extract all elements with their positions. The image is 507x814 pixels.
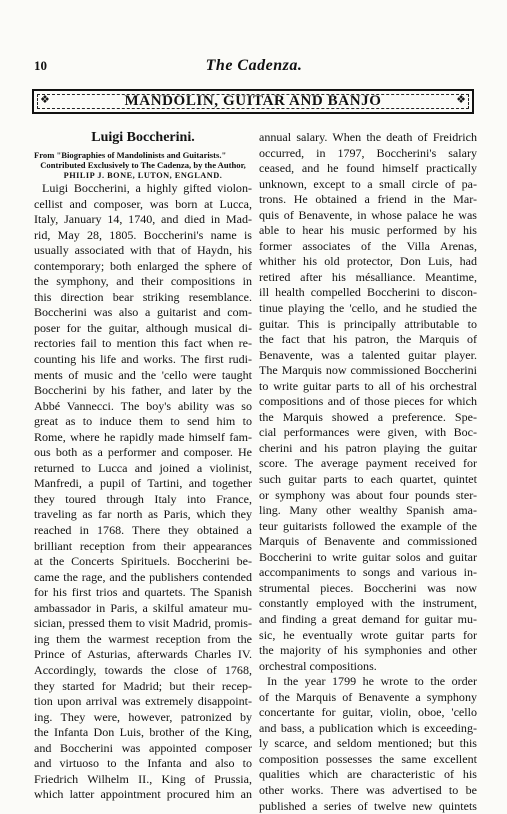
text-line: Accordingly, towards the close of 1768, [34,662,252,677]
text-line: returned to Lucca and joined a violinist, [34,460,252,475]
ornament-icon: ❖ [40,94,50,106]
text-line: other works. There was advertised to be [259,782,477,797]
text-line: The Marquis now commissioned Boccherini [259,363,477,378]
text-line: occurred, in 1797, Boccherini's salary [259,145,477,160]
text-line: rid, May 28, 1805. Boccherini's name is [34,227,252,242]
page-header [34,58,474,78]
text-line: cellist and composer, was born at Lucca, [34,196,252,211]
text-line: In the year 1799 he wrote to the order [267,674,477,689]
text-line: Manfredi, a pupil of Tartini, and together [34,476,252,491]
byline: PHILIP J. BONE, LUTON, ENGLAND. [63,171,223,180]
page-number: 10 [34,58,47,73]
section-banner [32,89,474,114]
text-line: retired after his mésalliance. Meantime, [259,269,477,284]
article-body-left [34,181,252,803]
text-line: of the Marquis of Benavente a symphony [259,689,477,704]
left-column [34,130,252,802]
source-line: From "Biographies of Mandolinists and Guitarists." [34,150,227,160]
text-line: this direction bear striking resemblance. [34,289,252,304]
text-line: the majority of his symphonies and other [259,643,477,658]
text-line: guitar. This is principally attributable to [259,316,477,331]
text-line: reached in 1768. There they obtained a [34,523,252,538]
text-line: ing. They were, however, patronized by [34,709,252,724]
text-line: qualities which are characteristic of his [259,767,477,782]
text-line: they started for Madrid; but their recep- [34,678,252,693]
text-line: or symphony was about four pounds ster- [259,487,477,502]
text-line: trons. He obtained a friend in the Mar- [259,192,477,207]
text-line: published a series of twelve new quintets [259,798,477,813]
text-line: ceased, and he found himself practically [259,161,477,176]
text-line: former associates of the Villa Arenas, [259,238,477,253]
text-line: compositions and of those pieces for which [259,394,477,409]
text-line: and bass, a publication which is exceeding- [259,720,477,735]
section-title: MANDOLIN, GUITAR AND BANJO [124,93,382,109]
text-line: strumental pieces. Boccherini was now [259,580,477,595]
text-line: contemporary; both enlarged the sphere of [34,258,252,273]
text-line: and virtuoso to the Infanta and also to [34,756,252,771]
text-line: Benavente, was a talented guitar player. [259,347,477,362]
running-title: The Cadenza. [205,57,303,74]
text-line: orchestral compositions. [259,658,377,673]
text-line: teur guitarists followed the example of the [259,518,477,533]
text-line: Boccherini to write guitar solos and guitar [259,549,477,564]
text-line: composition possesses the same excellent [259,751,477,766]
text-line: for his first trios and quartets. The Spanish [34,585,252,600]
text-line: quis of Benavente, in whose palace he was [259,207,477,222]
text-line: accompaniments to songs and various in- [259,565,477,580]
text-line: ments of music and the 'cello were taught [34,367,252,382]
text-line: sic, he eventually wrote guitar parts for [259,627,477,642]
text-line: counting his life and works. The first rudi- [34,352,252,367]
text-line: whither his old protector, Don Luis, had [259,254,477,269]
text-line: Luigi Boccherini, a highly gifted violon- [42,181,252,195]
text-line: ambassador in Paris, a skilful amateur mu- [34,600,252,615]
contribution-line: Contributed Exclusively to The Cadenza, by the Author, [40,160,246,170]
text-line: Boccherini was also a guitarist and com- [34,305,252,320]
text-line: great as to induce them to send him to [34,414,252,429]
text-line: and Boccherini was appointed composer [34,740,252,755]
text-line: constantly employed with the instrument, [259,596,477,611]
text-line: which latter appointment procured him an [34,787,252,802]
text-line: cial performances were given, with Boc- [259,425,477,440]
text-line: and finding a great demand for guitar mu- [259,611,477,626]
text-line: concertante for guitar, violin, oboe, 'cello [259,705,477,720]
text-line: unknown, except to a small circle of pa- [259,176,477,191]
text-line: the Infanta Don Luis, brother of the King, [34,725,252,740]
text-line: Rome, where he rapidly made himself fam- [34,429,252,444]
text-line: ling. Many other wealthy Spanish ama- [259,503,477,518]
text-line: Prince of Asturias, afterwards Charles IV. [34,647,252,662]
text-line: came the rage, and the publishers contended [34,569,252,584]
text-line: the fact that his patron, the Marquis of [259,332,477,347]
article-title: Luigi Boccherini. [91,130,195,145]
text-line: rectories fail to mention this fact when re- [34,336,252,351]
text-line: able to hear his music performed by his [259,223,477,238]
text-line: the Marquis showed a preference. Spe- [259,409,477,424]
text-line: tion upon arrival was extremely disappoint- [34,694,252,709]
text-line: Abbé Vannecci. The boy's ability was so [34,398,252,413]
text-line: score. The average payment received for [259,456,477,471]
right-column [259,130,477,813]
text-line: poser for the guitar, although musical di- [34,320,252,335]
text-line: Boccherini by his father, and later by the [34,383,252,398]
text-line: to write guitar parts to all of his orchestral [259,378,477,393]
text-line: Friedrich Wilhelm II., King of Prussia, [34,771,252,786]
text-line: they toured through Italy into France, [34,491,252,506]
text-line: traveling as far north as Paris, which they [34,507,252,522]
text-line: cherini and his patron playing the guitar [259,440,477,455]
text-line: ing them the warmest reception from the [34,631,252,646]
text-line: ly scarce, and seldom mentioned; but this [259,736,477,751]
ornament-icon: ❖ [456,94,466,106]
text-line: at the Concerts Spirituels. Boccherini be- [34,554,252,569]
text-line: Marquis of Benavente and commissioned [259,534,477,549]
text-line: the symphony, and their compositions in [34,274,252,289]
text-line: tinue playing the 'cello, and he studied the [259,301,477,316]
text-line: brilliant reception from their appearances [34,538,252,553]
text-line: ill health compelled Boccherini to discon- [259,285,477,300]
text-line: annual salary. When the death of Freidrich [259,130,477,144]
text-line: Italy, January 14, 1740, and died in Mad- [34,212,252,227]
text-line: usually associated with that of Haydn, his [34,243,252,258]
text-line: such guitar parts to each quartet, quintet [259,472,477,487]
article-body-right [259,130,477,814]
text-line: ous both as a performer and composer. He [34,445,252,460]
text-line: sician, pressed them to visit Madrid, promis- [34,616,252,631]
